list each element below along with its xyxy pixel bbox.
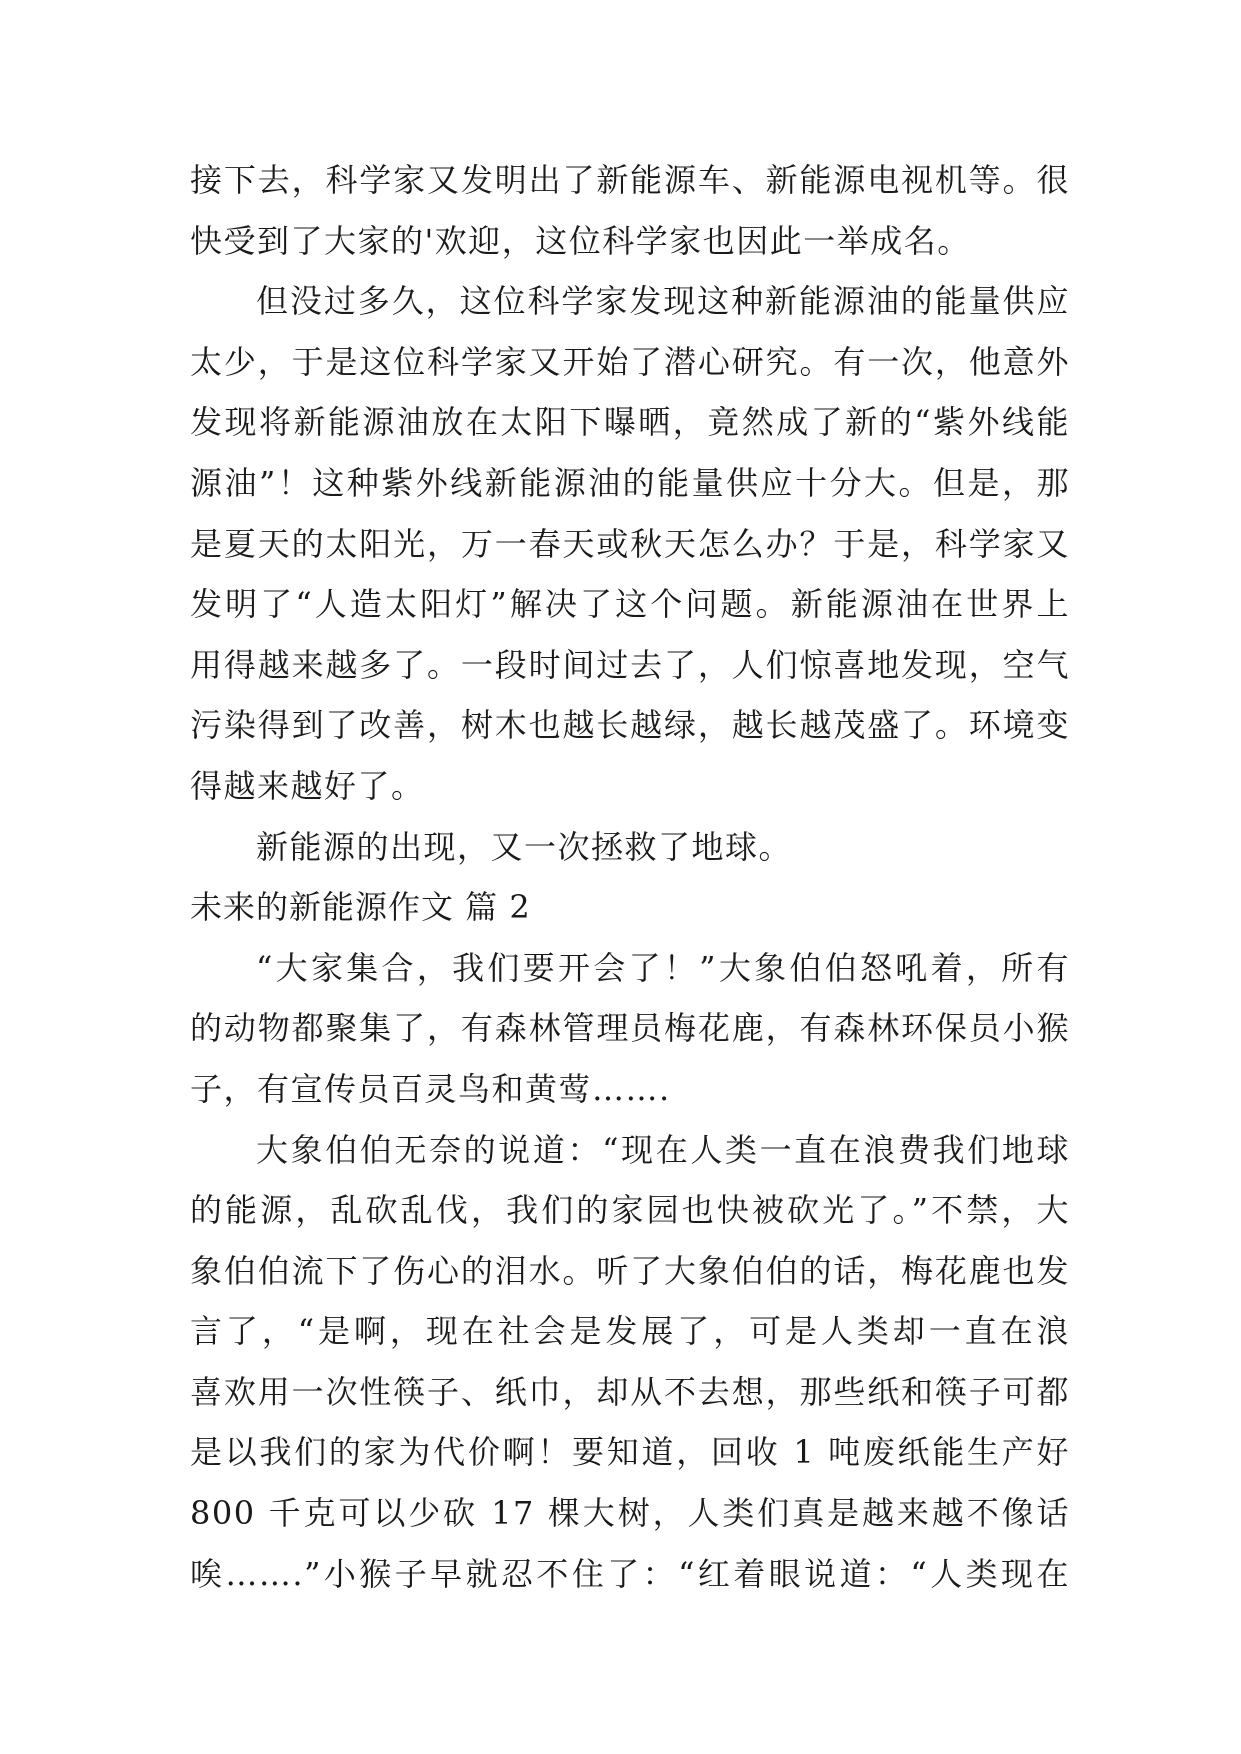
essay-body	[190, 150, 1070, 1604]
text-line: 唉…….”小猴子早就忍不住了：“红着眼说道：“人类现在	[190, 1554, 1070, 1593]
text-line: 发明了“人造太阳灯”解决了这个问题。新能源油在世界上	[190, 585, 1070, 624]
paragraph-start-line: 大象伯伯无奈的说道：“现在人类一直在浪费我们地球	[256, 1130, 1070, 1169]
text-line: 污染得到了改善，树木也越长越绿，越长越茂盛了。环境变	[190, 706, 1070, 745]
text-line: 是以我们的家为代价啊！要知道，回收 1 吨废纸能生产好	[190, 1433, 1070, 1472]
text-line: 是夏天的太阳光，万一春天或秋天怎么办？于是，科学家又	[190, 524, 1070, 563]
text-line: 用得越来越多了。一段时间过去了，人们惊喜地发现，空气	[190, 645, 1070, 684]
text-line: 喜欢用一次性筷子、纸巾，却从不去想，那些纸和筷子可都	[190, 1372, 1070, 1411]
text-line: 象伯伯流下了伤心的泪水。听了大象伯伯的话，梅花鹿也发	[190, 1251, 1070, 1290]
text-line: 子，有宣传员百灵鸟和黄莺…….	[190, 1069, 671, 1108]
text-line: 言了，“是啊，现在社会是发展了，可是人类却一直在浪	[190, 1312, 1070, 1351]
text-line: 得越来越好了。	[190, 766, 425, 805]
paragraph-start-line: 新能源的出现，又一次拯救了地球。	[256, 827, 793, 866]
text-line: 800 千克可以少砍 17 棵大树，人类们真是越来越不像话	[190, 1494, 1070, 1533]
text-line: 源油”！这种紫外线新能源油的能量供应十分大。但是，那	[190, 463, 1070, 502]
text-line: 接下去，科学家又发明出了新能源车、新能源电视机等。很	[190, 161, 1070, 199]
paragraph-start-line: 但没过多久，这位科学家发现这种新能源油的能量供应	[256, 282, 1070, 321]
text-line: 的能源，乱砍乱伐，我们的家园也快被砍光了。”不禁，大	[190, 1191, 1070, 1230]
section-heading: 未来的新能源作文 篇 2	[190, 888, 531, 927]
text-line: 太少，于是这位科学家又开始了潜心研究。有一次，他意外	[190, 342, 1070, 381]
text-line: 的动物都聚集了，有森林管理员梅花鹿，有森林环保员小猴	[190, 1009, 1070, 1048]
paragraph-start-line: “大家集合，我们要开会了！”大象伯伯怒吼着，所有	[256, 948, 1070, 987]
text-line: 发现将新能源油放在太阳下曝晒，竟然成了新的“紫外线能	[190, 403, 1070, 442]
text-line: 快受到了大家的'欢迎，这位科学家也因此一举成名。	[190, 221, 971, 260]
